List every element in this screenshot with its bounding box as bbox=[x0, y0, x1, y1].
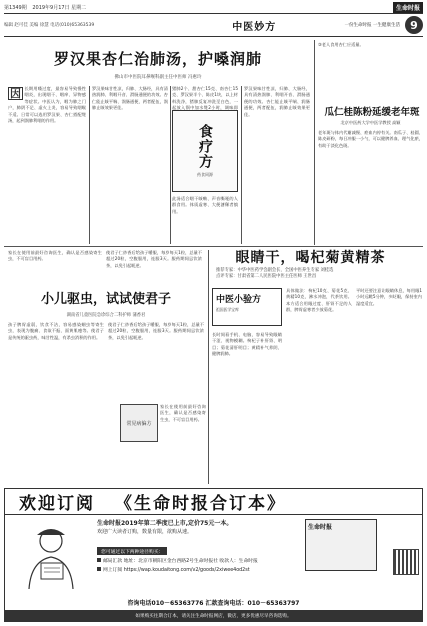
method-post-text: 邮局汇款 地址：北京市朝阳区金台西路2号生命时报社 收款人：生命时报 bbox=[103, 559, 258, 564]
badge-text: 常见病偏方 bbox=[126, 420, 152, 427]
purchase-methods bbox=[97, 557, 258, 575]
article2-experts bbox=[216, 268, 426, 281]
article1-col1-text: 长期用嗓过度，最容易导致慢性咽炎，出现咽干、咽痒、异物感等症状。中医认为，咽为肺之门户，肺阴不足、虚火上炎，容易导致咽喉不适。日常可以选用罗汉果、杏仁搭配煲汤，起到润肺利咽的作用。 bbox=[8, 86, 86, 124]
article1-col2: 罗汉果味甘性凉，归肺、大肠经，具有清热润肺、利咽开音、滑肠通便的功效。杏仁能止咳平喘、润肠通便，两者配伍，润肺止咳效果更佳。 bbox=[92, 86, 168, 111]
divider bbox=[314, 40, 315, 245]
method-post bbox=[97, 557, 258, 566]
bullet-icon bbox=[97, 567, 101, 571]
article1-col4: 罗汉果味甘性凉，归肺、大肠经，具有清热润肺、利咽开音、滑肠通便的功效。杏仁能止咳平喘、润肠通便，两者配伍，润肺止咳效果更佳。 bbox=[244, 86, 310, 117]
article3-col3: 家长在使用前最好咨询医生，确认是否感染寄生虫，不可盲目用药。 bbox=[160, 404, 206, 422]
bullet-icon bbox=[97, 558, 101, 562]
editor: 编辑 赵可佳 bbox=[4, 23, 28, 28]
stock-line: 欢迎广大读者订购，数量有限，欲购从速。 bbox=[97, 529, 193, 535]
divider bbox=[170, 86, 171, 244]
promo-title: 中医小验方 bbox=[216, 295, 262, 305]
promo-sub: 祖国医学宝库 bbox=[216, 307, 239, 312]
sidebar-text: 老年斑与体内代谢减慢、瘀血内停有关。南瓜子、桂圆、陈皮研粉，每日冲服一小勺，可以健脾养血、理气化瘀，有助于淡化色斑。 bbox=[318, 130, 423, 148]
article3-col1: 孩子脾胃虚弱，饮食不洁，容易感染蛔虫等寄生虫，表现为腹痛、食欲不振、面黄肌瘦等。使君子是传统的驱虫药，味甘性温，有杀虫消积的作用。 bbox=[8, 322, 104, 340]
issue-date: 2019年9月17日 星期二 bbox=[32, 5, 87, 11]
subscription-ad bbox=[4, 488, 423, 622]
page-number: 9 bbox=[405, 16, 423, 34]
article3-preface: 家长在使用前最好咨询医生，确认是否感染寄生虫，不可盲目用药。 bbox=[8, 250, 102, 262]
paper-title: 生命时报 bbox=[308, 524, 333, 531]
subscribe-heading: 欢迎订阅 bbox=[19, 494, 95, 514]
subscribe-product: 《生命时报合订本》 bbox=[115, 494, 286, 514]
issue-meta bbox=[4, 4, 90, 11]
qr-code-icon[interactable] bbox=[393, 549, 419, 575]
article3-preface2: 使君子仁炒香后给孩子嚼服，每岁每天1粒，总量不超过20粒，空腹服用，连服3天。服药期间忌饮浓茶，以免引起呃逆。 bbox=[106, 250, 202, 268]
stamp-sub: 药食同源 bbox=[197, 172, 213, 177]
divider bbox=[89, 86, 90, 244]
brand-name: 生命时报 bbox=[393, 2, 423, 13]
article2-col2: 具体做法：枸杞10克、菊花5克、黄精10克，沸水冲泡，代茶饮用。本方适合用眼过度、肝肾不足的人群，脾胃虚寒者少放菊花。 bbox=[286, 288, 352, 313]
article3-badge bbox=[120, 404, 158, 442]
divider bbox=[208, 250, 209, 484]
article1-col3: 猪肺2个、甜杏仁15克、南杏仁15克、罗汉果半个、陈皮1块，以上材料洗净，猪肺反复冲洗至白色，一起放入锅中加水煲2小时，调味即 bbox=[172, 86, 238, 111]
stamp-text: 食疗方 bbox=[197, 124, 213, 169]
article2-title: 眼睛干，喝杞菊黄精茶 bbox=[235, 250, 386, 266]
article1-col1 bbox=[8, 86, 86, 246]
footer-strip: 如果购买往期合订本，请关注生命时报网店，微店，更多优惠尽早咨询选购。 bbox=[5, 610, 422, 621]
slogan: 一份生命时报 一生健康生活 bbox=[344, 23, 400, 28]
dropcap: 因 bbox=[10, 87, 21, 100]
designer: 美编 徐慧 bbox=[29, 23, 49, 28]
staff-info bbox=[4, 22, 164, 28]
sidebar-byline: 北京中医药大学中医学教授 高颖 bbox=[340, 120, 401, 125]
article2-promo bbox=[212, 288, 282, 326]
review-expert: 点评专家：甘肃省第二人民医院中医主任医师 王世昌 bbox=[216, 274, 317, 280]
section-title: 中医妙方 bbox=[232, 21, 277, 33]
phone: 电话(010)65363539 bbox=[50, 23, 95, 28]
article1-illustration bbox=[172, 110, 238, 192]
article3-title: 小儿驱虫，试试使君子 bbox=[40, 292, 171, 307]
article3-col2: 使君子仁炒香后给孩子嚼服，每岁每天1粒，总量不超过20粒，空腹服用，连服3天。服药期间忌饮浓茶，以免引起呃逆。 bbox=[108, 322, 204, 340]
method-online[interactable] bbox=[97, 566, 258, 575]
online-order-link[interactable]: 网上订阅 https://wap.koudaitong.com/v2/goods/2xiwee4od2st bbox=[103, 568, 250, 573]
bound-volume-image bbox=[305, 519, 377, 571]
brand-logo bbox=[393, 2, 423, 13]
sidebar-top-text: ③老人食用杏仁应适量。 bbox=[318, 42, 364, 47]
purchase-methods-label: 您可通过以下两种途径购买： bbox=[97, 547, 167, 555]
masthead-top bbox=[4, 2, 423, 13]
price-line: 生命时报2019年第二季度已上市,定价75元一本。 bbox=[97, 520, 233, 527]
article1-col3b: 此汤适合咽干咳嗽、声音嘶哑的人群食用。体质虚寒、大便溏稀者慎用。 bbox=[172, 196, 238, 214]
section-right bbox=[345, 16, 423, 34]
divider bbox=[241, 86, 242, 244]
subscription-header bbox=[5, 489, 422, 515]
recommend-expert: 推荐专家：中华中医药学会副会长、全国中医养生专家 刘桂选 bbox=[216, 268, 334, 273]
contact-phones: 咨询电话010－65363776 汇款查询电话：010－65363797 bbox=[127, 600, 300, 607]
article3-byline: 湖南省儿童医院急诊综合二科护师 蒲香君 bbox=[66, 313, 146, 318]
sidebar-title: 瓜仁桂陈粉延缓老年斑 bbox=[324, 107, 420, 118]
section-bar bbox=[4, 13, 423, 37]
article1-byline: 佛山市中医院耳鼻喉科副主任中医师 冯惠玲 bbox=[114, 75, 202, 80]
reader-illustration bbox=[15, 523, 87, 591]
issue-number: 第1349期 bbox=[4, 5, 27, 11]
article1-title: 罗汉果杏仁治肺汤，护嗓润肺 bbox=[53, 50, 262, 68]
article2-col3: 平时还要注意让眼睛休息，每用眼1小时远眺5分钟，多眨眼，保持室内湿度适宜。 bbox=[356, 288, 422, 306]
article2-col1: 长时间看手机、电脑，容易导致眼睛干涩、视物模糊。枸杞子补肝肾、明目；菊花清肝明目；黄精补气养阴、健脾润肺。 bbox=[212, 332, 282, 357]
